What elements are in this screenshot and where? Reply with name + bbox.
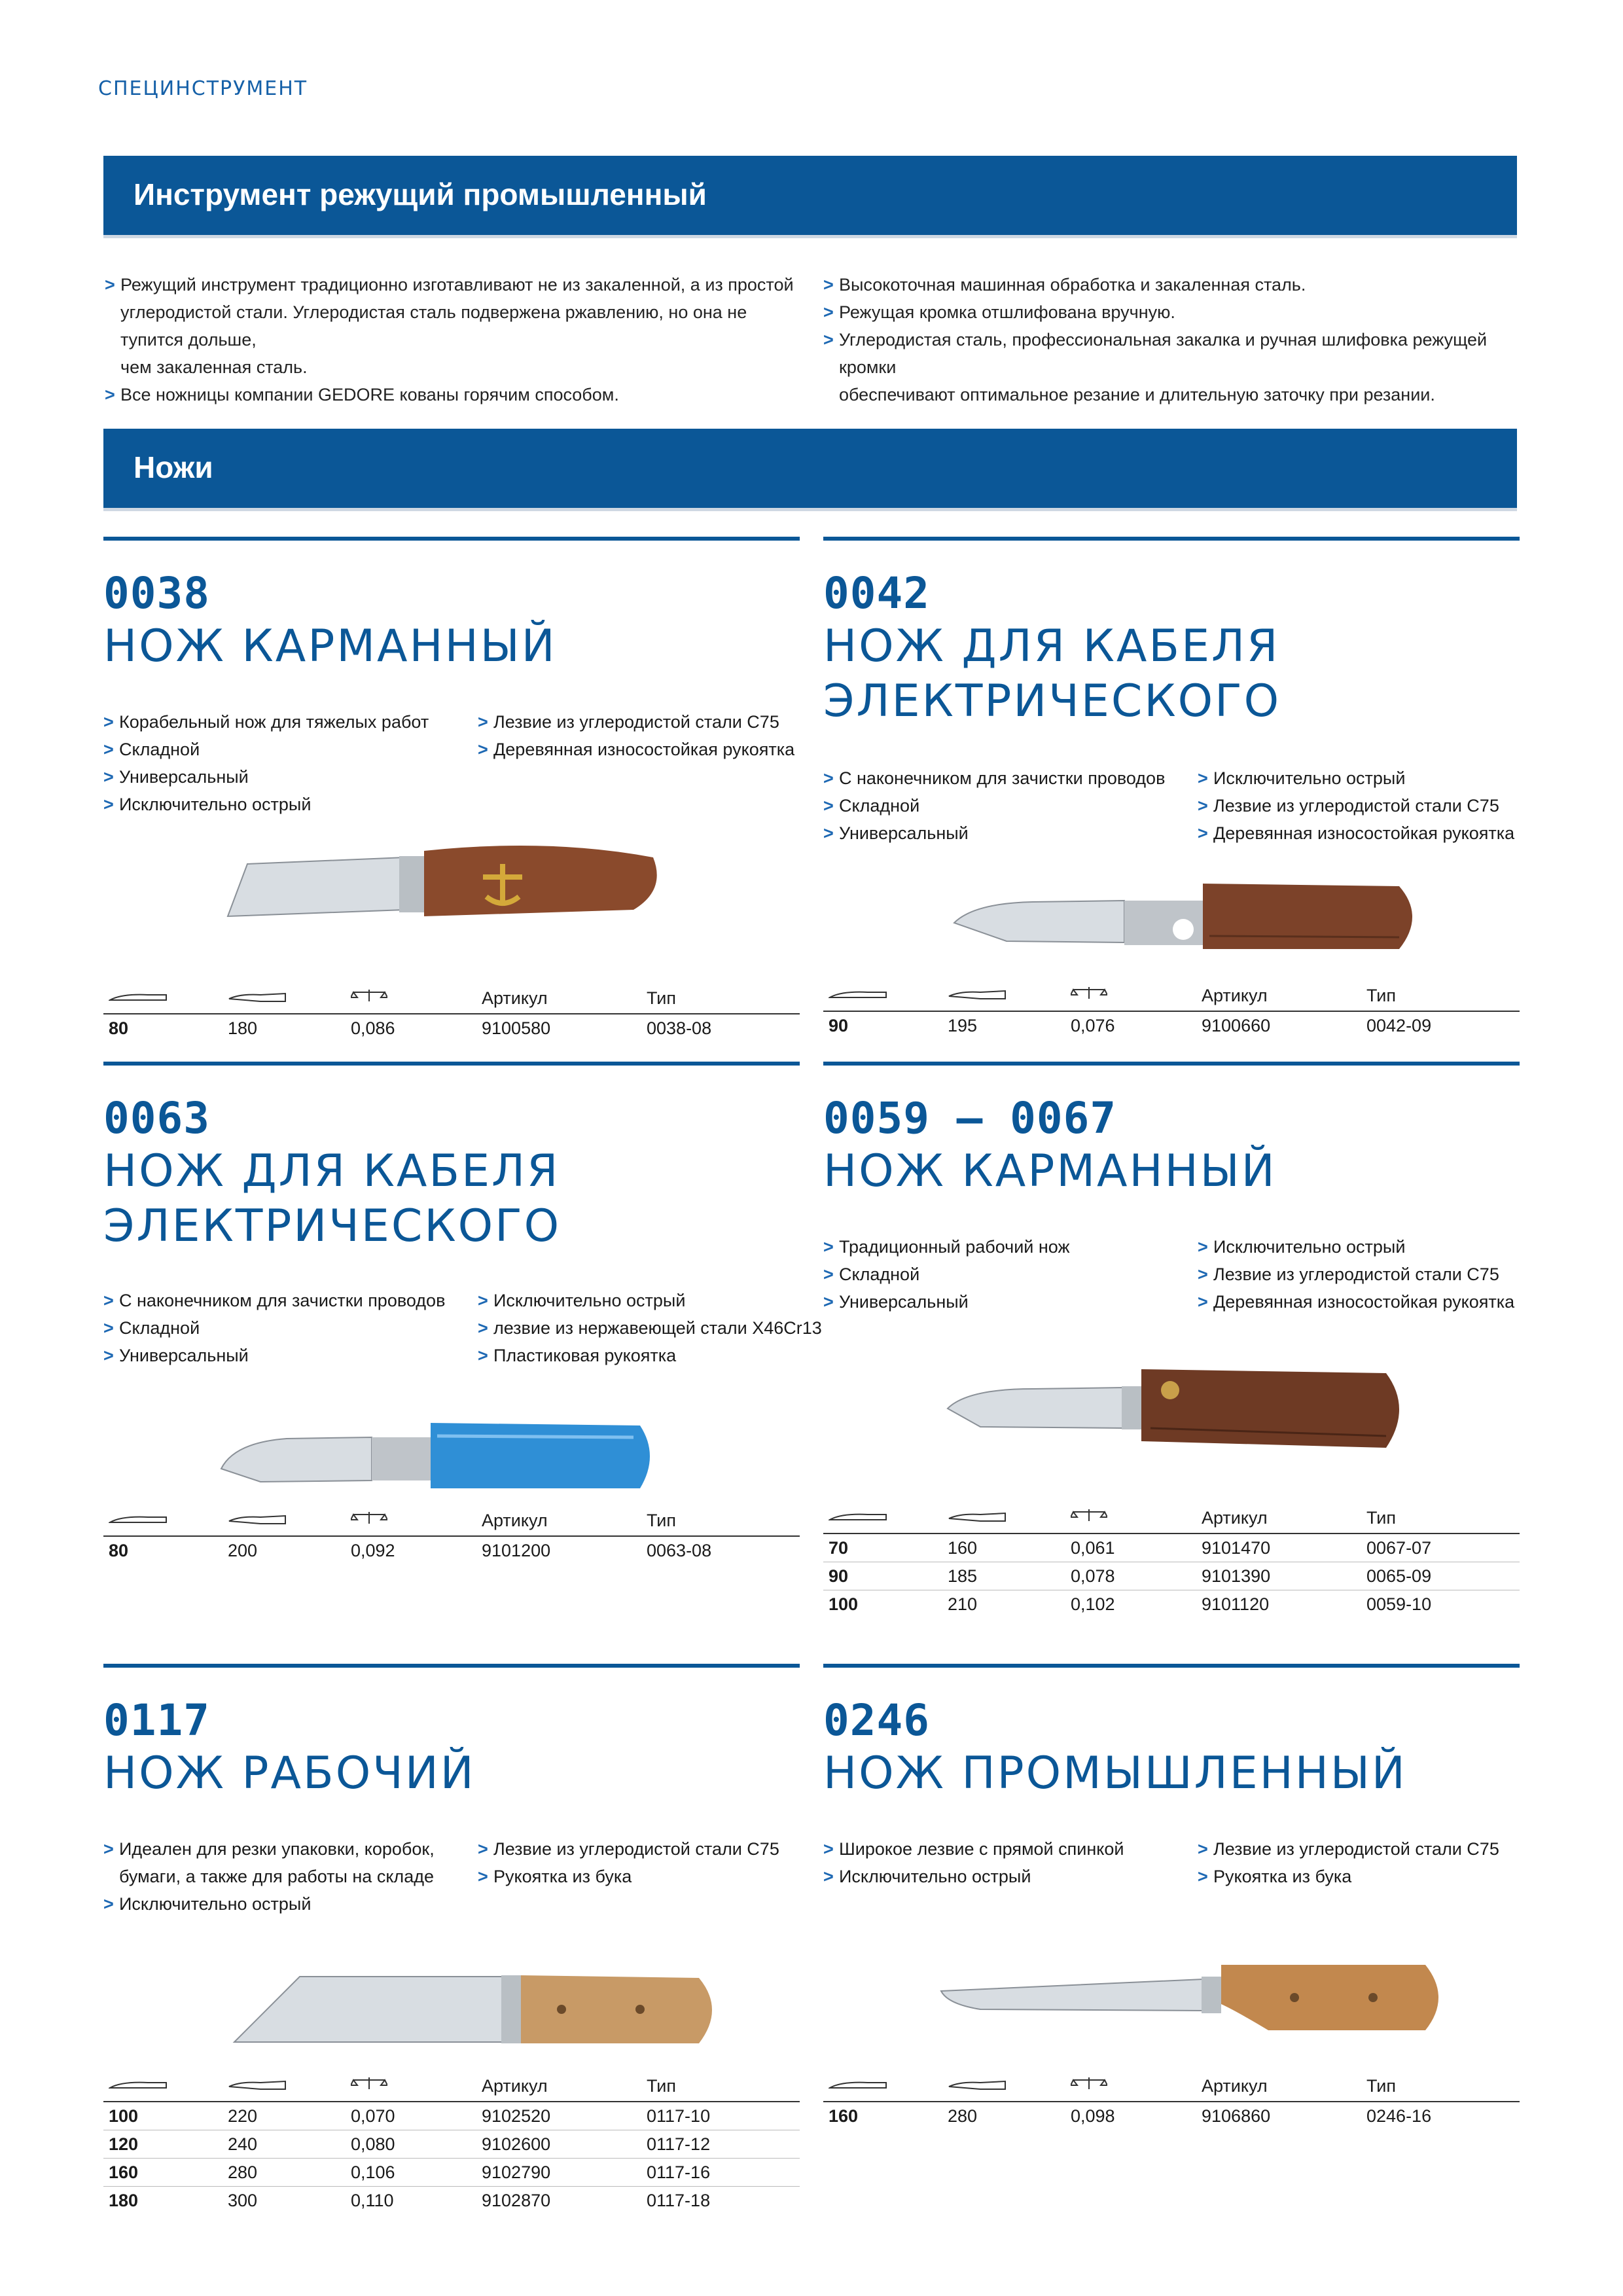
- features-right: [478, 708, 794, 763]
- feature-item: > Широкое лезвие с прямой спинкой: [823, 1835, 1124, 1863]
- weight-scale-icon: [1071, 2076, 1107, 2096]
- type-header: Тип: [1366, 1508, 1397, 1528]
- table-header: [103, 987, 800, 1014]
- blade-length-icon: [109, 1511, 168, 1531]
- table-cell: 90: [829, 1016, 849, 1035]
- features-left: [823, 764, 1165, 847]
- product-name: НОЖ РАБОЧИЙ: [103, 1748, 476, 1799]
- feature-item: > Рукоятка из бука: [1198, 1863, 1499, 1890]
- feature-item: > Деревянная износостойкая рукоятка: [1198, 1288, 1514, 1316]
- feature-item: > Исключительно острый: [103, 791, 429, 818]
- article-header: Артикул: [482, 988, 548, 1008]
- knife-image: [928, 1350, 1425, 1464]
- feature-item: > Универсальный: [823, 819, 1165, 847]
- intro-item: > Режущая кромка отшлифована вручную.: [823, 298, 1517, 326]
- product-code: 0117: [103, 1695, 210, 1746]
- blade-length-icon: [109, 988, 168, 1009]
- type-header: Тип: [647, 988, 677, 1008]
- table-cell: 160: [829, 2106, 859, 2126]
- weight-scale-icon: [1071, 986, 1107, 1006]
- feature-item: > Лезвие из углеродистой стали C75: [1198, 792, 1514, 819]
- feature-item: > Универсальный: [103, 763, 429, 791]
- spec-table: [823, 1507, 1520, 1618]
- table-cell: 70: [829, 1538, 849, 1558]
- product-card: [823, 537, 1520, 1035]
- bullet-chevron-icon: >: [103, 1894, 114, 1914]
- table-cell: 0117-10: [647, 2106, 711, 2126]
- bullet-chevron-icon: >: [1198, 823, 1208, 843]
- table-cell: 9101120: [1202, 1594, 1270, 1614]
- table-cell: 0063-08: [647, 1541, 712, 1560]
- table-cell: 100: [829, 1594, 859, 1614]
- feature-item: > Универсальный: [103, 1342, 445, 1369]
- table-cell: 9102600: [482, 2134, 551, 2154]
- feature-item: > Лезвие из углеродистой стали C75: [1198, 1261, 1514, 1288]
- table-cell: 220: [228, 2106, 258, 2126]
- product-divider: [103, 1062, 800, 1066]
- feature-item: > Идеален для резки упаковки, коробок,: [103, 1835, 435, 1863]
- table-header: [103, 2075, 800, 2102]
- feature-item: > Исключительно острый: [478, 1287, 822, 1314]
- table-cell: 0,078: [1071, 1566, 1115, 1586]
- bullet-chevron-icon: >: [823, 302, 834, 322]
- table-cell: 80: [109, 1018, 129, 1038]
- blade-length-icon: [829, 986, 887, 1006]
- product-code: 0246: [823, 1695, 930, 1746]
- feature-item: > Исключительно острый: [103, 1890, 435, 1918]
- feature-item: > Складной: [823, 792, 1165, 819]
- bullet-chevron-icon: >: [1198, 1265, 1208, 1284]
- table-cell: 120: [109, 2134, 139, 2154]
- feature-item: > Традиционный рабочий нож: [823, 1233, 1070, 1261]
- intro-left: [105, 271, 812, 408]
- bullet-chevron-icon: >: [478, 1839, 488, 1859]
- weight-scale-icon: [351, 1511, 387, 1531]
- total-length-icon: [228, 988, 287, 1009]
- features-right: [1198, 1835, 1499, 1890]
- product-card: [103, 1664, 800, 2210]
- total-length-icon: [948, 2076, 1007, 2096]
- feature-item-cont: бумаги, а также для работы на складе: [119, 1867, 434, 1886]
- table-cell: 9101470: [1202, 1538, 1271, 1558]
- feature-item: > Деревянная износостойкая рукоятка: [1198, 819, 1514, 847]
- blade-length-icon: [829, 1508, 887, 1528]
- features-right: [478, 1287, 822, 1369]
- bullet-chevron-icon: >: [103, 712, 114, 732]
- intro-item: > Высокоточная машинная обработка и закаленная сталь.: [823, 271, 1517, 298]
- bullet-chevron-icon: >: [823, 823, 834, 843]
- table-cell: 0,086: [351, 1018, 395, 1038]
- knife-image: [221, 1950, 732, 2058]
- feature-item: > Исключительно острый: [1198, 764, 1514, 792]
- product-card: [103, 537, 800, 1038]
- table-row: [103, 2130, 800, 2159]
- features-right: [478, 1835, 779, 1890]
- table-row: [823, 1012, 1520, 1039]
- features-left: [823, 1835, 1124, 1890]
- table-row: [823, 1534, 1520, 1562]
- table-cell: 0038-08: [647, 1018, 712, 1038]
- bullet-chevron-icon: >: [823, 1839, 834, 1859]
- article-header: Артикул: [1202, 1508, 1268, 1528]
- bullet-chevron-icon: >: [105, 385, 115, 404]
- table-cell: 0059-10: [1366, 1594, 1432, 1614]
- bullet-chevron-icon: >: [1198, 796, 1208, 816]
- bullet-chevron-icon: >: [1198, 1237, 1208, 1257]
- knife-image: [208, 818, 666, 939]
- table-cell: 9102790: [482, 2162, 551, 2182]
- knife-image: [928, 1939, 1465, 2047]
- feature-item: > Складной: [823, 1261, 1070, 1288]
- intro-item: > Углеродистая сталь, профессиональная закалка и ручная шлифовка режущей кромки: [823, 326, 1517, 381]
- bullet-chevron-icon: >: [1198, 1292, 1208, 1312]
- feature-item: > Исключительно острый: [1198, 1233, 1514, 1261]
- feature-item: > Складной: [103, 736, 429, 763]
- table-cell: 9100660: [1202, 1016, 1271, 1035]
- table-cell: 0246-16: [1366, 2106, 1432, 2126]
- table-row: [823, 1590, 1520, 1618]
- weight-scale-icon: [351, 2076, 387, 2096]
- feature-item: > Рукоятка из бука: [478, 1863, 779, 1890]
- product-code: 0038: [103, 568, 210, 619]
- intro-item: > Режущий инструмент традиционно изготавливают не из закаленной, а из простой: [105, 271, 812, 298]
- feature-item: > лезвие из нержавеющей стали X46Cr13: [478, 1314, 822, 1342]
- total-length-icon: [228, 1511, 287, 1531]
- bullet-chevron-icon: >: [1198, 1839, 1208, 1859]
- feature-item: > Пластиковая рукоятка: [478, 1342, 822, 1369]
- article-header: Артикул: [1202, 2076, 1268, 2096]
- table-cell: 280: [228, 2162, 258, 2182]
- article-header: Артикул: [482, 1511, 548, 1530]
- table-cell: 0117-12: [647, 2134, 711, 2154]
- table-row: [103, 2159, 800, 2187]
- table-row: [103, 1537, 800, 1564]
- spec-table: [103, 1509, 800, 1564]
- bullet-chevron-icon: >: [103, 1291, 114, 1310]
- table-header: [823, 984, 1520, 1012]
- bullet-chevron-icon: >: [823, 1867, 834, 1886]
- product-divider: [823, 537, 1520, 541]
- bullet-chevron-icon: >: [103, 795, 114, 814]
- total-length-icon: [948, 986, 1007, 1006]
- table-cell: 90: [829, 1566, 849, 1586]
- total-length-icon: [948, 1508, 1007, 1528]
- bullet-chevron-icon: >: [823, 1237, 834, 1257]
- feature-item: > Деревянная износостойкая рукоятка: [478, 736, 794, 763]
- blade-length-icon: [829, 2076, 887, 2096]
- bullet-chevron-icon: >: [823, 796, 834, 816]
- bullet-chevron-icon: >: [823, 1265, 834, 1284]
- type-header: Тип: [1366, 2076, 1397, 2096]
- table-cell: 195: [948, 1016, 978, 1035]
- product-name-line2: ЭЛЕКТРИЧЕСКОГО: [823, 675, 1281, 727]
- feature-item: > Складной: [103, 1314, 445, 1342]
- table-header: [823, 1507, 1520, 1534]
- table-cell: 0065-09: [1366, 1566, 1432, 1586]
- knives-banner: [103, 429, 1517, 511]
- features-right: [1198, 764, 1514, 847]
- table-cell: 0,106: [351, 2162, 395, 2182]
- feature-item: > Лезвие из углеродистой стали C75: [1198, 1835, 1499, 1863]
- table-cell: 160: [948, 1538, 978, 1558]
- banner-title: Инструмент режущий промышленный: [134, 177, 707, 211]
- table-cell: 0117-18: [647, 2191, 711, 2210]
- table-cell: 210: [948, 1594, 978, 1614]
- bullet-chevron-icon: >: [823, 330, 834, 350]
- bullet-chevron-icon: >: [478, 1867, 488, 1886]
- features-right: [1198, 1233, 1514, 1316]
- product-divider: [823, 1664, 1520, 1668]
- table-cell: 300: [228, 2191, 258, 2210]
- product-card: [103, 1062, 822, 1560]
- table-cell: 9101390: [1202, 1566, 1271, 1586]
- spec-table: [103, 987, 800, 1042]
- table-cell: 200: [228, 1541, 258, 1560]
- intro-right: [823, 271, 1517, 408]
- bullet-chevron-icon: >: [103, 1839, 114, 1859]
- table-cell: 280: [948, 2106, 978, 2126]
- table-cell: 0,076: [1071, 1016, 1115, 1035]
- product-code: 0042: [823, 568, 930, 619]
- table-cell: 9102520: [482, 2106, 551, 2126]
- product-name: НОЖ КАРМАННЫЙ: [823, 1145, 1277, 1197]
- table-cell: 0,070: [351, 2106, 395, 2126]
- intro-item-cont: углеродистой стали. Углеродистая сталь подвержена ржавлению, но она не тупится дольше,: [120, 302, 747, 350]
- product-divider: [823, 1062, 1520, 1066]
- bullet-chevron-icon: >: [823, 1292, 834, 1312]
- feature-item: > Универсальный: [823, 1288, 1070, 1316]
- features-left: [103, 1835, 435, 1918]
- table-cell: 0,110: [351, 2191, 394, 2210]
- table-cell: 0,080: [351, 2134, 395, 2154]
- table-row: [823, 1562, 1520, 1590]
- section-label: СПЕЦИНСТРУМЕНТ: [98, 77, 308, 100]
- bullet-chevron-icon: >: [478, 1291, 488, 1310]
- feature-item: > С наконечником для зачистки проводов: [823, 764, 1165, 792]
- table-cell: 0,092: [351, 1541, 395, 1560]
- knife-image: [928, 857, 1425, 972]
- intro-item: > Все ножницы компании GEDORE кованы горячим способом.: [105, 381, 812, 408]
- intro-item-cont: чем закаленная сталь.: [120, 357, 308, 377]
- product-name: НОЖ ДЛЯ КАБЕЛЯ: [823, 620, 1280, 672]
- bullet-chevron-icon: >: [103, 767, 114, 787]
- banner-title: Ножи: [134, 450, 213, 484]
- table-cell: 0,102: [1071, 1594, 1115, 1614]
- table-row: [823, 2102, 1520, 2130]
- total-length-icon: [228, 2076, 287, 2096]
- article-header: Артикул: [1202, 986, 1268, 1005]
- bullet-chevron-icon: >: [103, 1346, 114, 1365]
- feature-item: > Лезвие из углеродистой стали C75: [478, 708, 794, 736]
- bullet-chevron-icon: >: [478, 1346, 488, 1365]
- product-card: [823, 1062, 1520, 1614]
- features-left: [823, 1233, 1070, 1316]
- type-header: Тип: [647, 1511, 677, 1530]
- intro-item-cont: обеспечивают оптимальное резание и длительную заточку при резании.: [839, 385, 1435, 404]
- spec-table: [823, 2075, 1520, 2130]
- table-cell: 185: [948, 1566, 978, 1586]
- product-name: НОЖ КАРМАННЫЙ: [103, 620, 557, 672]
- feature-item: > Корабельный нож для тяжелых работ: [103, 708, 429, 736]
- table-cell: 9102870: [482, 2191, 551, 2210]
- table-cell: 180: [228, 1018, 258, 1038]
- product-name: НОЖ ПРОМЫШЛЕННЫЙ: [823, 1748, 1407, 1799]
- section-banner: [103, 156, 1517, 238]
- type-header: Тип: [1366, 986, 1397, 1005]
- feature-item: > Исключительно острый: [823, 1863, 1124, 1890]
- table-cell: 240: [228, 2134, 258, 2154]
- product-card: [823, 1664, 1520, 2126]
- table-cell: 0,098: [1071, 2106, 1115, 2126]
- weight-scale-icon: [351, 988, 387, 1009]
- bullet-chevron-icon: >: [103, 1318, 114, 1338]
- table-cell: 0067-07: [1366, 1538, 1432, 1558]
- blade-length-icon: [109, 2076, 168, 2096]
- article-header: Артикул: [482, 2076, 548, 2096]
- feature-item: > Лезвие из углеродистой стали C75: [478, 1835, 779, 1863]
- table-cell: 80: [109, 1541, 129, 1560]
- bullet-chevron-icon: >: [823, 275, 834, 295]
- feature-item: > С наконечником для зачистки проводов: [103, 1287, 445, 1314]
- table-header: [823, 2075, 1520, 2102]
- table-cell: 160: [109, 2162, 139, 2182]
- knife-image: [208, 1397, 666, 1511]
- product-divider: [103, 1664, 800, 1668]
- features-left: [103, 1287, 445, 1369]
- product-name: НОЖ ДЛЯ КАБЕЛЯ: [103, 1145, 560, 1197]
- product-code: 0059 – 0067: [823, 1093, 1117, 1143]
- bullet-chevron-icon: >: [478, 1318, 488, 1338]
- type-header: Тип: [647, 2076, 677, 2096]
- bullet-chevron-icon: >: [103, 740, 114, 759]
- bullet-chevron-icon: >: [478, 740, 488, 759]
- bullet-chevron-icon: >: [1198, 1867, 1208, 1886]
- table-cell: 9100580: [482, 1018, 551, 1038]
- table-cell: 9106860: [1202, 2106, 1271, 2126]
- spec-table: [823, 984, 1520, 1039]
- bullet-chevron-icon: >: [823, 768, 834, 788]
- table-cell: 0,061: [1071, 1538, 1115, 1558]
- spec-table: [103, 2075, 800, 2214]
- table-header: [103, 1509, 800, 1537]
- table-cell: 9101200: [482, 1541, 551, 1560]
- table-row: [103, 1014, 800, 1042]
- weight-scale-icon: [1071, 1508, 1107, 1528]
- bullet-chevron-icon: >: [1198, 768, 1208, 788]
- bullet-chevron-icon: >: [478, 712, 488, 732]
- table-cell: 0117-16: [647, 2162, 711, 2182]
- features-left: [103, 708, 429, 818]
- table-cell: 100: [109, 2106, 139, 2126]
- bullet-chevron-icon: >: [105, 275, 115, 295]
- table-row: [103, 2187, 800, 2214]
- product-code: 0063: [103, 1093, 210, 1143]
- product-divider: [103, 537, 800, 541]
- product-name-line2: ЭЛЕКТРИЧЕСКОГО: [103, 1200, 562, 1252]
- table-cell: 0042-09: [1366, 1016, 1432, 1035]
- table-cell: 180: [109, 2191, 139, 2210]
- table-row: [103, 2102, 800, 2130]
